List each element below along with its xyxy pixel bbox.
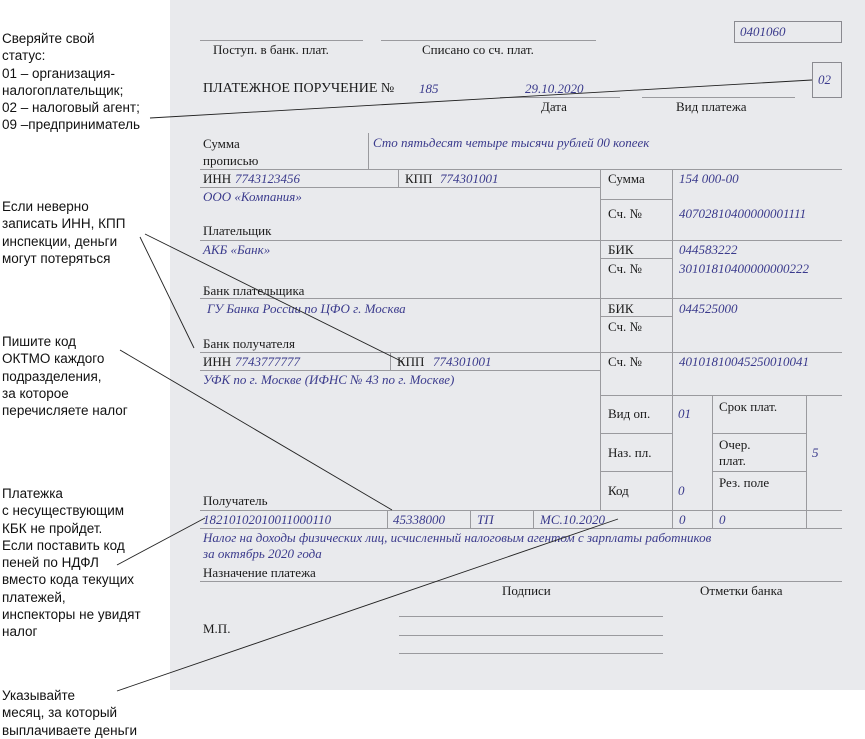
- recipient-account: 40101810045250010041: [679, 354, 809, 369]
- recipient-inn-label: ИНН: [203, 354, 232, 369]
- leader-oktmo: [120, 350, 392, 510]
- reserve-label: Рез. поле: [719, 475, 770, 490]
- amount-words: Сто пятьдесят четыре тысячи рублей 00 копеек: [373, 135, 650, 150]
- annotation-oktmo: Пишите код ОКТМО каждого подразделения, за которое перечисляете налог: [2, 334, 128, 419]
- recipient-account-label: Сч. №: [608, 354, 642, 369]
- annotation-inn-kpp: Если неверно записать ИНН, КПП инспекции, деньги могут потеряться: [2, 199, 126, 266]
- term-label: Срок плат.: [719, 399, 778, 414]
- code-value: 0: [678, 483, 685, 498]
- payer-kpp-label: КПП: [405, 171, 433, 186]
- recipient-label: Получатель: [203, 493, 268, 508]
- payer-name: ООО «Компания»: [203, 189, 302, 204]
- leader-kpp: [145, 234, 403, 362]
- recipient-name: УФК по г. Москве (ИФНС № 43 по г. Москве): [203, 372, 455, 387]
- document-number: 185: [419, 81, 439, 96]
- payer-kpp: 774301001: [440, 171, 499, 186]
- purpose-label: Назначение платежа: [203, 565, 316, 580]
- purpose-code-label: Наз. пл.: [608, 445, 652, 460]
- document-date: 29.10.2020: [525, 81, 584, 96]
- doc-date-value: 0: [719, 512, 726, 527]
- recipient-bank-account-label: Сч. №: [608, 319, 642, 334]
- recipient-inn: 7743777777: [235, 354, 300, 369]
- leader-inn: [140, 237, 194, 348]
- payer-account: 40702810400000001111: [679, 206, 807, 221]
- debited-label: Списано со сч. плат.: [422, 42, 534, 57]
- annotation-month: Указывайте месяц, за который выплачиваете деньги: [2, 688, 138, 738]
- purpose-line-1: Налог на доходы физических лиц, исчисленный налоговым агентом с зарплаты работников: [203, 530, 712, 545]
- status-code: 02: [818, 72, 831, 87]
- payer-bik-label: БИК: [608, 242, 634, 257]
- recipient-bik: 044525000: [679, 301, 738, 316]
- payer-account-label: Сч. №: [608, 206, 642, 221]
- purpose-line-2: за октябрь 2020 года: [203, 546, 322, 561]
- doc-number-value: 0: [679, 512, 686, 527]
- payer-inn-label: ИНН: [203, 171, 232, 186]
- sum-label: Сумма: [608, 171, 645, 186]
- form-code: 0401060: [740, 24, 786, 39]
- leader-month: [117, 519, 618, 691]
- kbk-value: 18210102010011000110: [203, 512, 332, 527]
- payer-bik: 044583222: [679, 242, 738, 257]
- annotation-kbk: Платежка с несуществующим КБК не пройдет. Если поставить код пеней по НДФЛ вместо кода текущих платежей, инспекторы не увидят налог: [2, 486, 141, 640]
- payer-bank: АКБ «Банк»: [203, 242, 271, 257]
- received-label: Поступ. в банк. плат.: [213, 42, 329, 57]
- payer-label: Плательщик: [203, 223, 272, 238]
- bank-marks-label: Отметки банка: [700, 583, 783, 598]
- recipient-bank-label: Банк получателя: [203, 336, 295, 351]
- sum-value: 154 000-00: [679, 171, 739, 186]
- payer-bank-label: Банк плательщика: [203, 283, 305, 298]
- recipient-kpp: 774301001: [433, 354, 492, 369]
- leader-status: [150, 80, 812, 118]
- oktmo-value: 45338000: [393, 512, 445, 527]
- recipient-kpp-label: КПП: [397, 354, 425, 369]
- payer-inn: 7743123456: [235, 171, 300, 186]
- leader-kbk: [117, 518, 205, 565]
- amount-words-label: Сумма прописью: [203, 136, 259, 168]
- signatures-label: Подписи: [502, 583, 551, 598]
- payer-bank-account-label: Сч. №: [608, 261, 642, 276]
- order-label: Очер. плат.: [719, 437, 751, 468]
- period-value: МС.10.2020: [540, 512, 605, 527]
- recipient-bank: ГУ Банка России по ЦФО г. Москва: [207, 301, 406, 316]
- order-value: 5: [812, 445, 819, 460]
- date-label: Дата: [541, 99, 567, 114]
- basis-value: ТП: [477, 512, 494, 527]
- payment-type-label: Вид платежа: [676, 99, 747, 114]
- code-label: Код: [608, 483, 629, 498]
- annotation-status: Сверяйте свой статус: 01 – организация- налогоплательщик; 02 – налоговый агент; 09 –предприниматель: [2, 31, 141, 133]
- recipient-bik-label: БИК: [608, 301, 634, 316]
- payer-bank-account: 30101810400000000222: [679, 261, 809, 276]
- op-type-label: Вид оп.: [608, 406, 651, 421]
- op-type-value: 01: [678, 406, 691, 421]
- document-title: ПЛАТЕЖНОЕ ПОРУЧЕНИЕ №: [203, 81, 395, 96]
- stamp-label: М.П.: [203, 621, 231, 636]
